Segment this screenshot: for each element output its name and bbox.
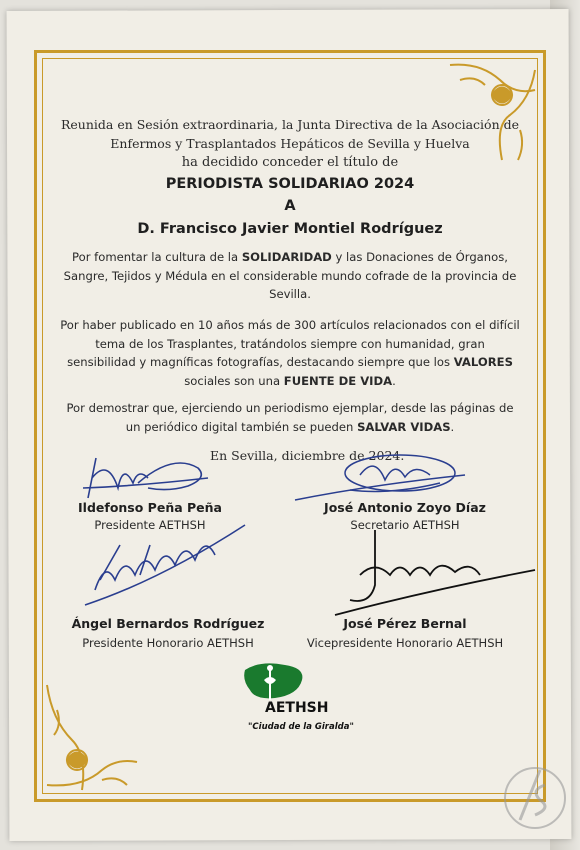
signature-3 xyxy=(80,520,250,610)
paragraph-journalism xyxy=(60,399,520,436)
intro-line-3: ha decidido conceder el título de xyxy=(181,155,399,170)
signature-4 xyxy=(330,530,540,620)
signature-2 xyxy=(290,445,470,505)
signatory-4-name: José Pérez Bernal xyxy=(343,616,467,631)
watermark-icon xyxy=(500,760,570,835)
logo-name: AETHSH xyxy=(265,700,329,716)
signatory-3-name: Ángel Bernardos Rodríguez xyxy=(71,616,265,631)
signatory-1-name: Ildefonso Peña Peña xyxy=(78,500,222,515)
signatory-3-role: Presidente Honorario AETHSH xyxy=(82,636,254,650)
p2-text-c: sociales son una xyxy=(184,373,284,388)
p3-text-c: . xyxy=(450,419,455,434)
p3-text-a: Por demostrar que, ejerciendo un periodismo ejemplar, desde las páginas de un periódico digital también se pueden xyxy=(66,401,514,434)
signature-1 xyxy=(78,448,218,508)
intro-text xyxy=(60,115,520,172)
ornament-bottom-left-icon xyxy=(42,680,142,795)
p2-bold-source: FUENTE DE VIDA xyxy=(283,373,393,388)
signatory-2-name: José Antonio Zoyo Díaz xyxy=(324,500,486,515)
logo-motto: "Ciudad de la Giralda" xyxy=(248,722,354,732)
signatory-1-role: Presidente AETHSH xyxy=(94,518,206,532)
p1-text-a: Por fomentar la cultura de la xyxy=(72,250,242,264)
p2-bold-values: VALORES xyxy=(453,355,513,369)
award-to: A xyxy=(284,198,296,214)
intro-line-2: Enfermos y Trasplantados Hepáticos de Sevilla y Huelva xyxy=(110,136,470,151)
paragraph-articles xyxy=(60,316,520,390)
place-date: En Sevilla, diciembre de 2024. xyxy=(210,448,405,463)
signatory-4-role: Vicepresidente Honorario AETHSH xyxy=(306,636,504,650)
paragraph-solidarity xyxy=(60,248,520,304)
p3-bold: SALVAR VIDAS xyxy=(357,419,451,434)
p2-text-e: . xyxy=(392,373,396,388)
p1-text-c: y las Donaciones de Órganos, Sangre, Tejidos y Médula en el considerable mundo cofrade de la provincia de Sevilla. xyxy=(63,250,517,301)
award-title: PERIODISTA SOLIDARIAO 2024 xyxy=(165,176,415,192)
p1-bold: SOLIDARIDAD xyxy=(241,250,332,264)
signatory-2-role: Secretario AETHSH xyxy=(350,518,460,532)
intro-line-1: Reunida en Sesión extraordinaria, la Junta Directiva de la Asociación de xyxy=(60,117,519,132)
recipient-name: D. Francisco Javier Montiel Rodríguez xyxy=(137,221,443,237)
p2-text-a: Por haber publicado en 10 años más de 300 artículos relacionados con el difícil tema de los Trasplantes, tratándolos siempre con humanidad, gran sensibilidad y magníficas fotografías, destacando siempre que los xyxy=(60,318,520,369)
